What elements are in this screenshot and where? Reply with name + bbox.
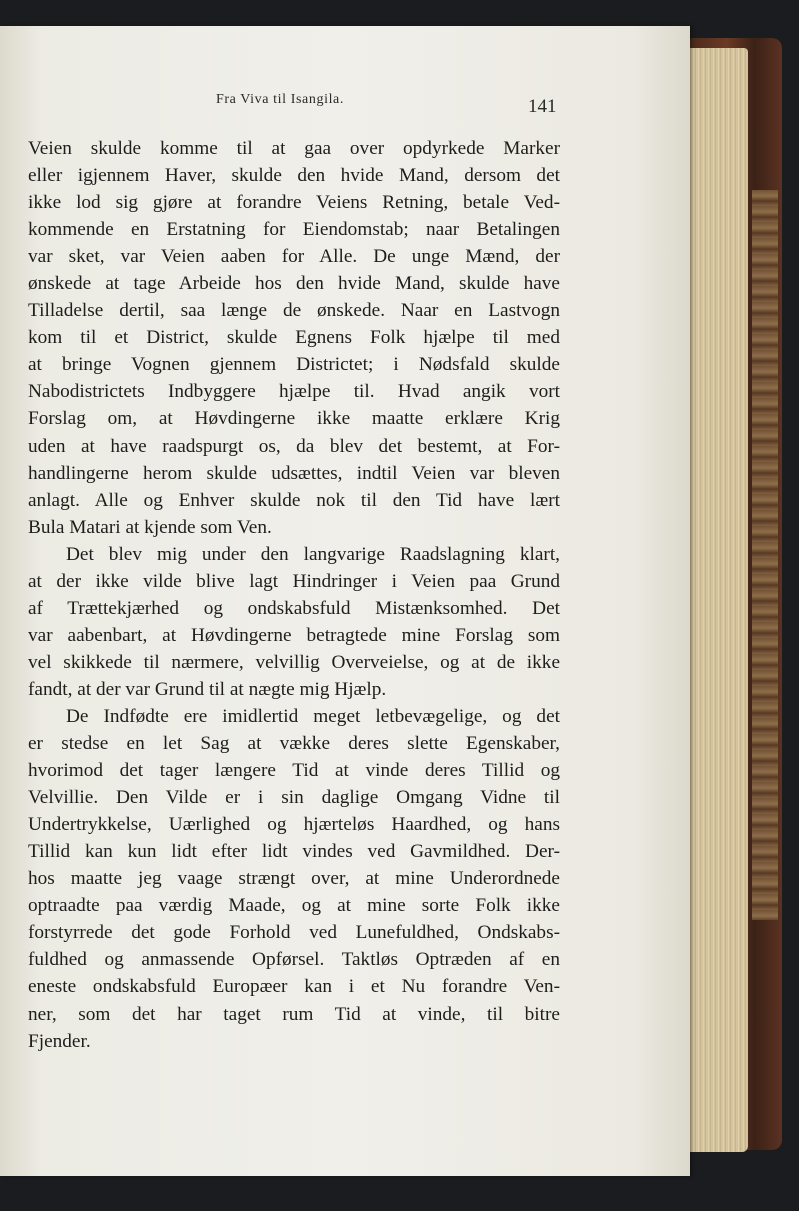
text-line: var sket, var Veien aaben for Alle. De unge Mænd, der xyxy=(28,246,560,268)
text-line: forstyrrede det gode Forhold ved Lunefuldhed, Ondskabs- xyxy=(28,922,560,944)
text-line: at bringe Vognen gjennem Districtet; i Nødsfald skulde xyxy=(28,354,560,376)
text-line: Bula Matari at kjende som Ven. xyxy=(28,516,272,538)
text-line: fandt, at der var Grund til at nægte mig Hjælp. xyxy=(28,678,387,700)
text-line: kom til et District, skulde Egnens Folk hjælpe til med xyxy=(28,327,560,349)
text-line: Undertrykkelse, Uærlighed og hjærteløs Haardhed, og hans xyxy=(28,814,560,836)
text-line: Det blev mig under den langvarige Raadslagning klart, xyxy=(66,543,560,565)
text-line: hvorimod det tager længere Tid at vinde deres Tillid og xyxy=(28,760,560,782)
page-number: 141 xyxy=(528,96,557,117)
text-line: vel skikkede til nærmere, velvillig Overveielse, og at de ikke xyxy=(28,651,560,673)
text-line: Nabodistrictets Indbyggere hjælpe til. Hvad angik vort xyxy=(28,381,560,403)
text-line: var aabenbart, at Høvdingerne betragtede mine Forslag som xyxy=(28,624,560,646)
text-line: af Trættekjærhed og ondskabsfuld Mistænksomhed. Det xyxy=(28,597,560,619)
text-line: eneste ondskabsfuld Europæer kan i et Nu forandre Ven- xyxy=(28,976,560,998)
text-line: ner, som det har taget rum Tid at vinde, til bitre xyxy=(28,1003,560,1025)
text-line: eller igjennem Haver, skulde den hvide Mand, dersom det xyxy=(28,165,560,187)
text-line: fuldhed og anmassende Opførsel. Taktløs Optræden af en xyxy=(28,949,560,971)
text-line: hos maatte jeg vaage strængt over, at mine Underordnede xyxy=(28,868,560,890)
text-line: handlingerne herom skulde udsættes, indtil Veien var bleven xyxy=(28,462,560,484)
cover-marbled-edge xyxy=(752,190,778,920)
text-line: kommende en Erstatning for Eiendomstab; naar Betalingen xyxy=(28,219,560,241)
text-line: optraadte paa værdig Maade, og at mine sorte Folk ikke xyxy=(28,895,560,917)
text-line: ikke lod sig gjøre at forandre Veiens Retning, betale Ved- xyxy=(28,192,560,214)
text-line: Tilladelse dertil, saa længe de ønskede. Naar en Lastvogn xyxy=(28,300,560,322)
body-text xyxy=(28,135,560,1055)
text-line: Fjender. xyxy=(28,1030,91,1052)
text-line: ønskede at tage Arbeide hos den hvide Mand, skulde have xyxy=(28,273,560,295)
text-line: at der ikke vilde blive lagt Hindringer i Veien paa Grund xyxy=(28,570,560,592)
text-line: Forslag om, at Høvdingerne ikke maatte erklære Krig xyxy=(28,408,560,430)
text-line: anlagt. Alle og Enhver skulde nok til den Tid have lært xyxy=(28,489,560,511)
text-line: uden at have raadspurgt os, da blev det bestemt, at For- xyxy=(28,435,560,457)
text-line: De Indfødte ere imidlertid meget letbevægelige, og det xyxy=(66,705,560,727)
running-title: Fra Viva til Isangila. xyxy=(216,92,344,107)
text-line: er stedse en let Sag at vække deres slette Egenskaber, xyxy=(28,733,560,755)
page-header xyxy=(0,92,690,118)
text-line: Tillid kan kun lidt efter lidt vindes ved Gavmildhed. Der- xyxy=(28,841,560,863)
page-edges xyxy=(682,48,748,1152)
text-line: Veien skulde komme til at gaa over opdyrkede Marker xyxy=(28,138,560,159)
text-line: Velvillie. Den Vilde er i sin daglige Omgang Vidne til xyxy=(28,787,560,809)
